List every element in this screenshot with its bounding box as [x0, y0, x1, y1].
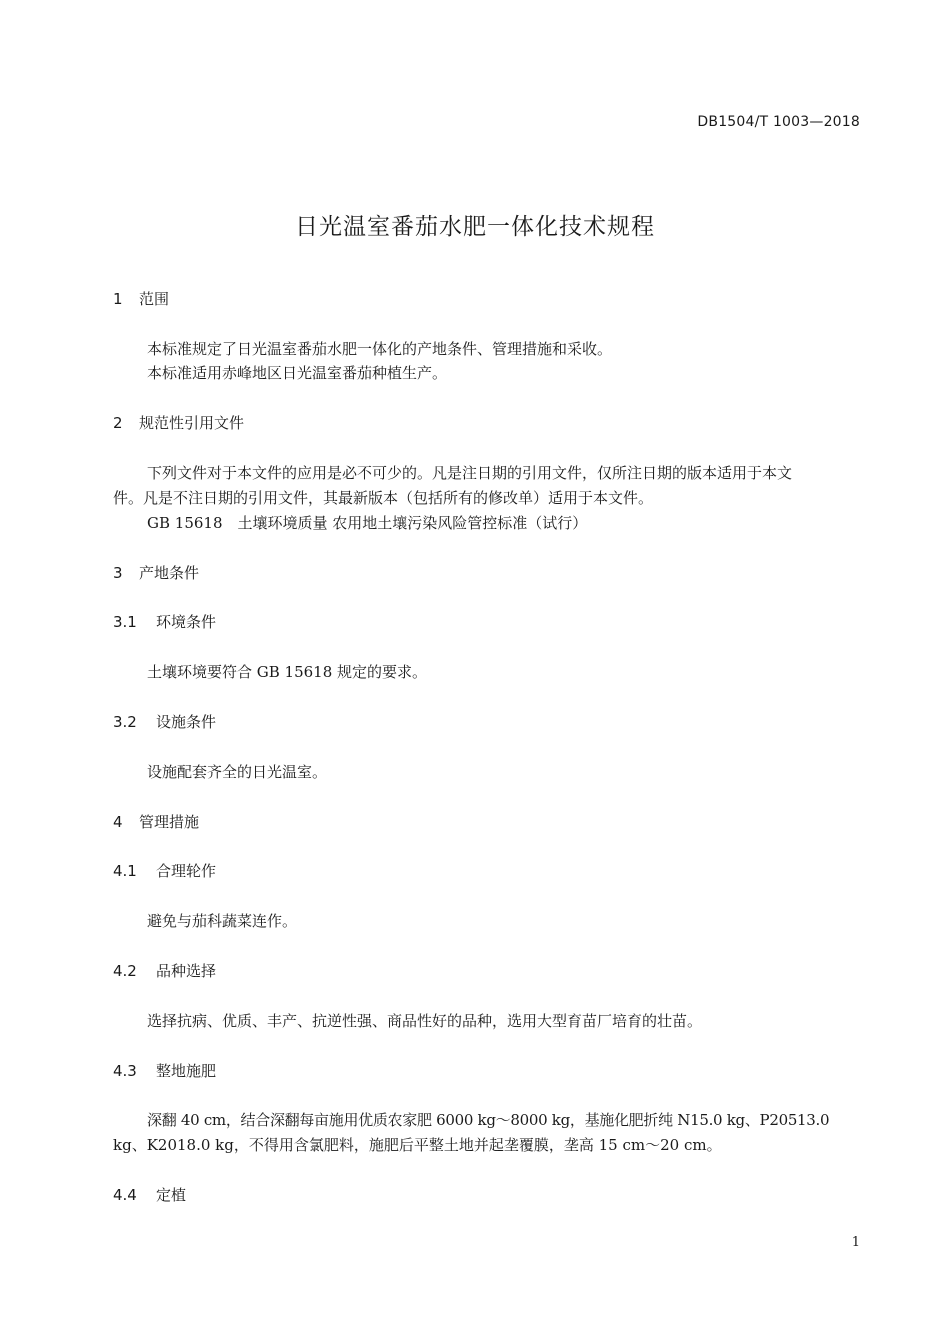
- section-4-2-heading: [113, 960, 216, 981]
- section-number: 2: [113, 414, 123, 432]
- section-title: 品种选择: [156, 962, 217, 980]
- document-code: DB1504/T 1003—2018: [697, 114, 860, 130]
- section-4-3-paragraph-line-1: 深翻 40 cm，结合深翻每亩施用优质农家肥 6000 kg～8000 kg，基施化肥折纯 N15.0 kg、P20513.0: [147, 1111, 830, 1129]
- section-3-2-paragraph: 设施配套齐全的日光温室。: [147, 763, 328, 781]
- section-number: 4.2: [113, 962, 137, 980]
- section-4-4-heading: [113, 1184, 186, 1205]
- section-4-1-paragraph: 避免与茄科蔬菜连作。: [147, 912, 298, 930]
- section-title: 合理轮作: [156, 862, 217, 880]
- section-number: 3.1: [113, 613, 137, 631]
- section-number: 3.2: [113, 713, 137, 731]
- section-2-heading: [113, 412, 244, 433]
- document-title: 日光温室番茄水肥一体化技术规程: [295, 214, 655, 240]
- section-3-1-heading: [113, 611, 216, 632]
- section-2-paragraph-line-2: 件。凡是不注日期的引用文件，其最新版本（包括所有的修改单）适用于本文件。: [113, 489, 654, 507]
- section-2-paragraph-line-1: 下列文件对于本文件的应用是必不可少的。凡是注日期的引用文件，仅所注日期的版本适用于本文: [147, 464, 793, 482]
- section-title: 产地条件: [139, 564, 200, 582]
- section-1-paragraph-2: 本标准适用赤峰地区日光温室番茄种植生产。: [147, 364, 448, 382]
- section-title: 定植: [156, 1186, 187, 1204]
- section-number: 3: [113, 564, 123, 582]
- section-title: 规范性引用文件: [139, 414, 245, 432]
- section-title: 设施条件: [156, 713, 217, 731]
- section-3-1-paragraph: 土壤环境要符合 GB 15618 规定的要求。: [147, 663, 428, 681]
- page-number: 1: [851, 1235, 860, 1250]
- section-1-paragraph-1: 本标准规定了日光温室番茄水肥一体化的产地条件、管理措施和采收。: [147, 340, 613, 358]
- section-number: 4.3: [113, 1062, 137, 1080]
- section-title: 环境条件: [156, 613, 217, 631]
- normative-reference: GB 15618 土壤环境质量 农用地土壤污染风险管控标准（试行）: [147, 514, 588, 532]
- section-title: 整地施肥: [156, 1062, 217, 1080]
- section-4-1-heading: [113, 860, 216, 881]
- section-number: 1: [113, 290, 123, 308]
- section-4-2-paragraph: 选择抗病、优质、丰产、抗逆性强、商品性好的品种，选用大型育苗厂培育的壮苗。: [147, 1012, 703, 1030]
- section-3-heading: [113, 562, 199, 583]
- section-number: 4: [113, 813, 123, 831]
- section-number: 4.4: [113, 1186, 137, 1204]
- section-1-heading: [113, 288, 169, 309]
- section-3-2-heading: [113, 711, 216, 732]
- section-title: 管理措施: [139, 813, 200, 831]
- section-4-3-paragraph-line-2: kg、K2018.0 kg，不得用含氯肥料，施肥后平整土地并起垄覆膜，垄高 15 cm～20 cm。: [113, 1136, 722, 1154]
- section-4-heading: [113, 811, 199, 832]
- section-number: 4.1: [113, 862, 137, 880]
- section-title: 范围: [139, 290, 170, 308]
- section-4-3-heading: [113, 1060, 216, 1081]
